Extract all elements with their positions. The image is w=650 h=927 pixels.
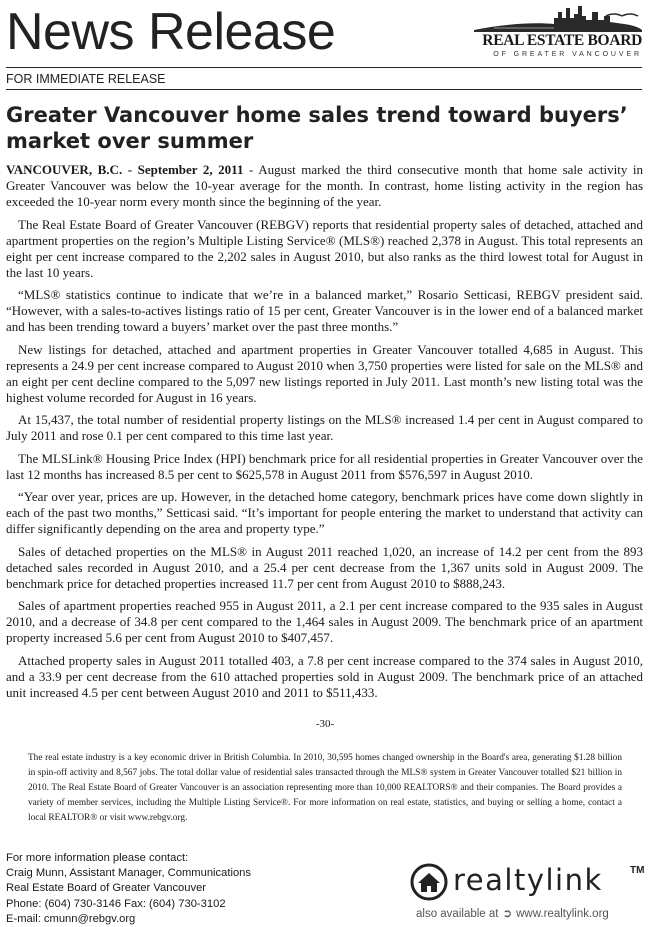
headline: Greater Vancouver home sales trend toward buyers’ market over summer [6,103,628,153]
realtylink-url[interactable]: www.realtylink.org [516,908,609,920]
contact-block [6,851,306,927]
also-text: also available at [416,908,499,920]
contact-name: Craig Munn, Assistant Manager, Communications [6,867,251,880]
page-header [6,0,642,72]
logo-subtitle: OF GREATER VANCOUVER [493,51,642,58]
header-rule [6,67,642,68]
paragraph: The MLSLink® Housing Price Index (HPI) benchmark price for all residential properties in Greater Vancouver over the last 12 months has increased 8.5 per cent to $625,578 in August 2011 from $576,597 in August 2010. [6,450,643,482]
contact-email: E-mail: cmunn@rebgv.org [6,912,136,925]
contact-org: Real Estate Board of Greater Vancouver [6,882,207,895]
rebgv-logo [474,4,642,60]
paragraph: “MLS® statistics continue to indicate that we’re in a balanced market,” Rosario Setticasi, REBGV president said. “However, with a sales-to-actives listings ratio of 15 per cent, Greater Vancouver is in the lower end of a balanced market and has been trending toward a buyers’ market over the past three months.” [6,287,643,334]
boilerplate: The real estate industry is a key economic driver in British Columbia. In 2010, 30,595 homes changed ownership in the Board's area, generating $1.28 billion in spin-off activity and 8,567 jobs. The total dollar value of residential sales transacted through the MLS® system in Greater Vancouver totalled $21 billion in 2010. The Real Estate Board of Greater Vancouver is an association representing more than 10,000 REALTORS® and their companies. The Board provides a variety of member services, including the Multiple Listing Service®. For more information on real estate, statistics, and buying or selling a home, contact a local REALTOR® or visit www.rebgv.org. [28,753,622,823]
article-body [6,162,643,707]
realtylink-logo [410,863,645,923]
logo-name: REAL ESTATE BOARD [482,32,642,49]
dateline: VANCOUVER, B.C. - September 2, 2011 [6,162,244,177]
lead-paragraph [6,162,643,210]
also-available [416,906,609,920]
lead-text: - August marked the third consecutive month that home sale activity in Greater Vancouver was below the 10-year average for the month. In contrast, home listing activity in the region has exceeded the 10-year norm every month since the beginning of the year. [6,162,643,209]
news-release-title: News Release [6,3,336,61]
arrow-icon: ➲ [502,908,513,920]
end-mark: -30- [315,718,335,730]
contact-phone: Phone: (604) 730-3146 Fax: (604) 730-3102 [6,897,226,910]
skyline-icon [474,4,642,34]
trademark: TM [630,865,645,876]
contact-heading: For more information please contact: [6,852,189,864]
paragraph: Attached property sales in August 2011 totalled 403, a 7.8 per cent increase compared to the 374 sales in August 2010, and a 33.9 per cent decrease from the 610 attached properties sold in August 2009. The benchmark price of an attached unit increased 4.5 per cent between August 2010 and 2011 to $511,433. [6,652,643,700]
paragraph: “Year over year, prices are up. However, in the detached home category, benchmark prices have come down slightly in each of the past two months,” Setticasi said. “It’s important for people entering the market to understand that activity can differ significantly depending on the area and property type.” [6,489,643,536]
release-label: FOR IMMEDIATE RELEASE [6,72,166,86]
paragraph: The Real Estate Board of Greater Vancouver (REBGV) reports that residential property sales of detached, attached and apartment properties on the region’s Multiple Listing Service® (MLS®) reached 2,378 in August. This total represents an eight per cent increase compared to the 2,202 sales in August 2010, but also ranks as the third lowest total for August in the last 10 years. [6,216,643,280]
house-icon [410,863,448,901]
paragraph: Sales of detached properties on the MLS® in August 2011 reached 1,020, an increase of 14.2 per cent from the 893 detached sales recorded in August 2010, and a 25.4 per cent decrease from the 1,367 units sold in August 2009. The benchmark price for detached properties increased 11.7 per cent from August 2010 to $888,243. [6,543,643,591]
paragraph: New listings for detached, attached and apartment properties in Greater Vancouver totalled 4,685 in August. This represents a 24.9 per cent increase compared to August 2010 when 3,750 properties were listed for sale on the MLS® and an eight per cent decline compared to the 5,097 new listings reported in July 2011. Last month’s new listing total was the highest volume recorded for August in 16 years. [6,341,643,405]
paragraph: Sales of apartment properties reached 955 in August 2011, a 2.1 per cent increase compared to the 935 sales in August 2010, and a decrease of 34.8 per cent compared to the 1,464 sales in August 2009. The benchmark price of an apartment property increased 5.6 per cent from August 2010 to $407,457. [6,598,643,645]
paragraph: At 15,437, the total number of residential property listings on the MLS® increased 1.4 per cent in August compared to July 2011 and rose 0.1 per cent compared to this time last year. [6,412,643,443]
release-rule [6,89,642,90]
realtylink-wordmark: realtylink [453,863,603,897]
